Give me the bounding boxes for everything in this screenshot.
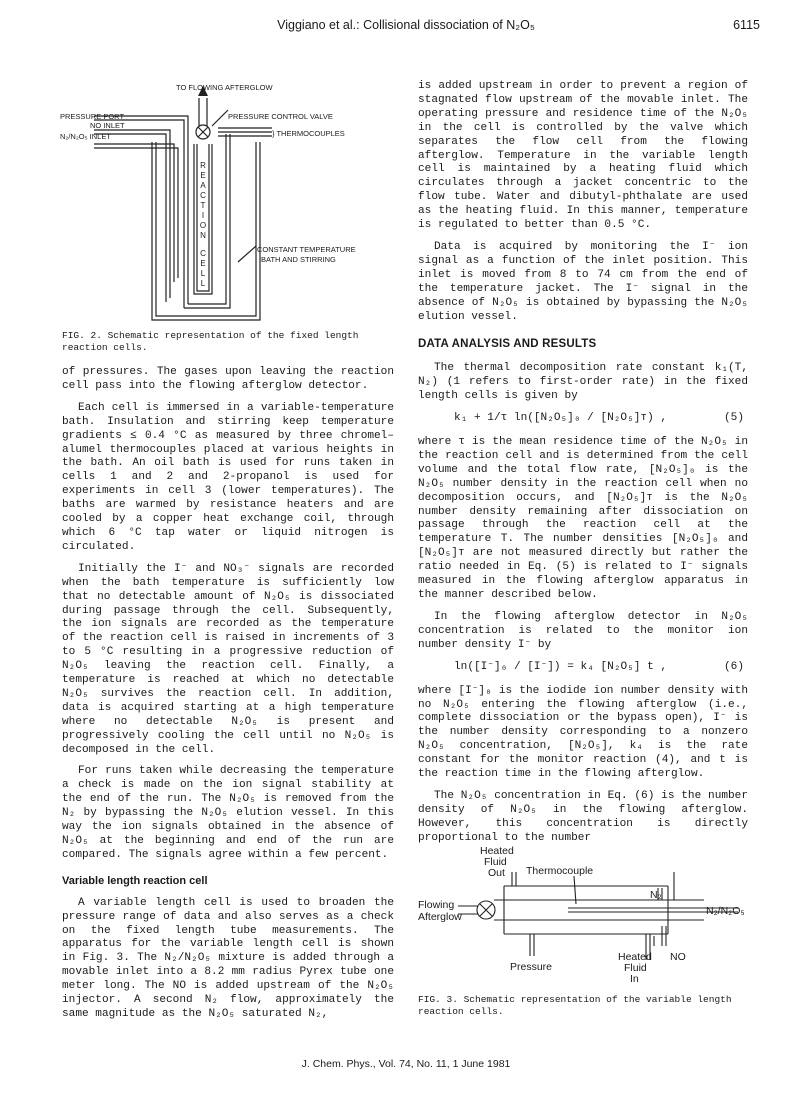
paragraph: In the flowing afterglow detector in N₂O₅ concentration is related to the monitor ion number density I⁻ by: [418, 610, 748, 651]
fig3-caption: FIG. 3. Schematic representation of the variable length reaction cells.: [418, 994, 732, 1017]
fig3-label-no: NO: [670, 951, 686, 963]
fig2-diagram: [60, 82, 400, 338]
fig3-valve-symbol: [477, 901, 495, 919]
fig2-reaction-letter: R: [200, 161, 206, 170]
fig3-label-fluid: Fluid: [484, 856, 507, 868]
fig2-label-bath: BATH AND STIRRING: [261, 255, 336, 264]
journal-footer: J. Chem. Phys., Vol. 74, No. 11, 1 June 1981: [301, 1058, 511, 1070]
equation-6-formula: ln([I⁻]₀ / [I⁻]) = k₄ [N₂O₅] t ,: [454, 660, 668, 673]
fig3-label-n2: N₂: [650, 889, 662, 901]
fig2-reaction-letter: E: [200, 259, 206, 268]
running-title: Viggiano et al.: Collisional dissociation of N₂O₅: [277, 18, 535, 32]
fig3-label-n2-n2o5: N₂/N₂O₅: [706, 905, 745, 917]
fig3-label-flowing: Flowing: [418, 899, 455, 911]
fig2-reaction-letter: O: [199, 221, 207, 230]
paragraph: Data is acquired by monitoring the I⁻ ion signal as a function of the inlet position. This inlet is moved from 8 to 74 cm from the end of the temperature jacket. The I⁻ signal in the absence of N₂O₅ is obtained by bypassing the N₂O₅ elution vessel.: [418, 240, 748, 323]
equation-6: [418, 661, 748, 677]
left-column: [62, 366, 394, 1022]
fig3-label-heated: Heated: [480, 845, 514, 857]
fig2-reaction-letter: E: [200, 171, 206, 180]
paragraph: is added upstream in order to prevent a region of stagnated flow upstream of the movable inlet. The operating pressure and residence time of the N₂O₅ in the cell is controlled by the valve which separates the flow cell from the flowing afterglow. Temperature in the variable length cell is maintained by a heating fluid which circulates through a jacket concentric to the flow tube. Water and dibutyl-phthalate are used as the heating fluid. In this manner, temperature is regulated to better than 0.5 °C.: [418, 80, 748, 232]
fig2-reaction-letter: I: [201, 211, 205, 220]
paragraph: where τ is the mean residence time of the N₂O₅ in the reaction cell and is determined from the cell volume and the total flow rate, [N₂O₅]₀ is the N₂O₅ number density in the reaction cell when no decomposition occurs, and [N₂O₅]ᴛ is the N₂O₅ number density remaining after dissociation on passage through the reaction cell at the temperature T. The number densities [N₂O₅]₀ and [N₂O₅]ᴛ are not measured directly but rather the ratio needed in Eq. (5) is related to I⁻ signals measured in the flowing afterglow apparatus in the manner described below.: [418, 436, 748, 601]
fig3-label-heated-in: Heated: [618, 951, 652, 963]
paragraph: For runs taken while decreasing the temperature a check is made on the ion signal stability at the end of the run. The N₂O₅ is removed from the N₂ by bypassing the N₂O₅ elution vessel. In this way the ion signals obtained in the absence of N₂O₅ at the beginning and end of the run are compared. The signals agree within a few percent.: [62, 765, 394, 861]
fig2-label-to-flowing: TO FLOWING AFTERGLOW: [176, 83, 273, 92]
paragraph: Initially the I⁻ and NO₃⁻ signals are recorded when the bath temperature is sufficiently low that no detectable amount of N₂O₅ is dissociated during passage through the cell. Subsequently, the ion signals are recorded as the temperature of the reaction cell is raised in increments of 3 to 5 °C resulting in a progressive reduction of N₂O₅ leaving the reaction cell. Finally, a temperature is reached at which no detectable N₂O₅ survives the reaction cell. In addition, data is acquired starting at a high temperature where no detectable N₂O₅ is present and progressively cooling the cell until no N₂O₅ is decomposed in the cell.: [62, 562, 394, 756]
fig2-label-valve: PRESSURE CONTROL VALVE: [228, 112, 333, 121]
fig3-label-fluid-in: Fluid: [624, 962, 647, 974]
equation-6-number: (6): [724, 660, 744, 673]
fig2-reaction-letter: L: [200, 269, 206, 278]
paragraph: A variable length cell is used to broaden the pressure range of data and also serves as a check on the fixed length tube measurements. The apparatus for the variable length cell is shown in Fig. 3. The N₂/N₂O₅ mixture is added through a movable inlet into a 8.2 mm radius Pyrex tube one meter long. The NO is added upstream of the N₂O₅ injector. A second N₂ flow, approximately the same magnitude as the N₂O₅ saturated N₂,: [62, 896, 394, 1020]
fig3-label-afterglow: Afterglow: [418, 911, 462, 923]
paragraph: of pressures. The gases upon leaving the reaction cell pass into the flowing afterglow detector.: [62, 366, 394, 392]
fig2-label-thermocouples: } THERMOCOUPLES: [272, 129, 345, 138]
pressure-control-valve-symbol: [196, 125, 210, 139]
equation-5: [418, 412, 748, 428]
paragraph: where [I⁻]₀ is the iodide ion number density with no N₂O₅ entering the flowing afterglow (i.e., complete dissociation or the bypass open), I⁻ is the number density corresponding to a nonzero N₂O₅ concentration, [N₂O₅], k₄ is the rate constant for the monitor reaction (4), and t is the reaction time in the flowing afterglow.: [418, 684, 748, 781]
equation-5-formula: k₁ + 1/τ ln([N₂O₅]₀ / [N₂O₅]ᴛ) ,: [454, 412, 668, 425]
fig3-label-out: Out: [488, 867, 505, 879]
fig2-reaction-letter: C: [200, 249, 206, 258]
fig2-reaction-letter: N: [200, 231, 206, 240]
running-header: [0, 18, 812, 38]
fig2-label-const-temp: CONSTANT TEMPERATURE: [257, 245, 356, 254]
section-heading: DATA ANALYSIS AND RESULTS: [418, 338, 597, 351]
fig3-label-pressure: Pressure: [510, 961, 553, 973]
fig2-reaction-letter: A: [200, 181, 206, 190]
fig2-reaction-letter: T: [200, 201, 206, 210]
fig2-label-n2-inlet: N₂/N₂O₅ INLET: [60, 132, 111, 141]
right-column: [418, 80, 748, 846]
fig2-caption: FIG. 2. Schematic representation of the fixed length reaction cells.: [62, 330, 359, 353]
fig2-label-pressure-port: PRESSURE PORT: [60, 112, 125, 121]
fig2-reaction-letter: L: [200, 279, 206, 288]
paragraph: The thermal decomposition rate constant k₁(T, N₂) (1 refers to first-order rate) in the fixed length cells is given by: [418, 362, 748, 403]
paragraph: Each cell is immersed in a variable-temperature bath. Insulation and stirring keep temperature gradients ≤ 0.4 °C as measured by three chromel–alumel thermocouples placed at various heights in the bath. An oil bath is used for runs taken in cells 1 and 2 and 2-propanol is used for experiments in cell 3 (lower temperatures). The baths are warmed by resistance heaters and are cooled by a copper heat exchange coil, through which 6 °C tap water or liquid nitrogen is circulated.: [62, 401, 394, 553]
fig3-label-thermocouple: Thermocouple: [526, 865, 594, 877]
fig2-reaction-letter: C: [200, 191, 206, 200]
fig3-label-in: In: [630, 973, 639, 985]
paragraph: The N₂O₅ concentration in Eq. (6) is the number density of N₂O₅ in the flowing afterglow. However, this concentration is directly proportional to the number: [418, 789, 748, 844]
subsection-heading: Variable length reaction cell: [62, 874, 208, 887]
fig2-label-no-inlet: NO INLET: [90, 121, 125, 130]
equation-5-number: (5): [724, 412, 744, 425]
fig3-diagram: [418, 842, 758, 992]
page-number: 6115: [733, 18, 760, 32]
